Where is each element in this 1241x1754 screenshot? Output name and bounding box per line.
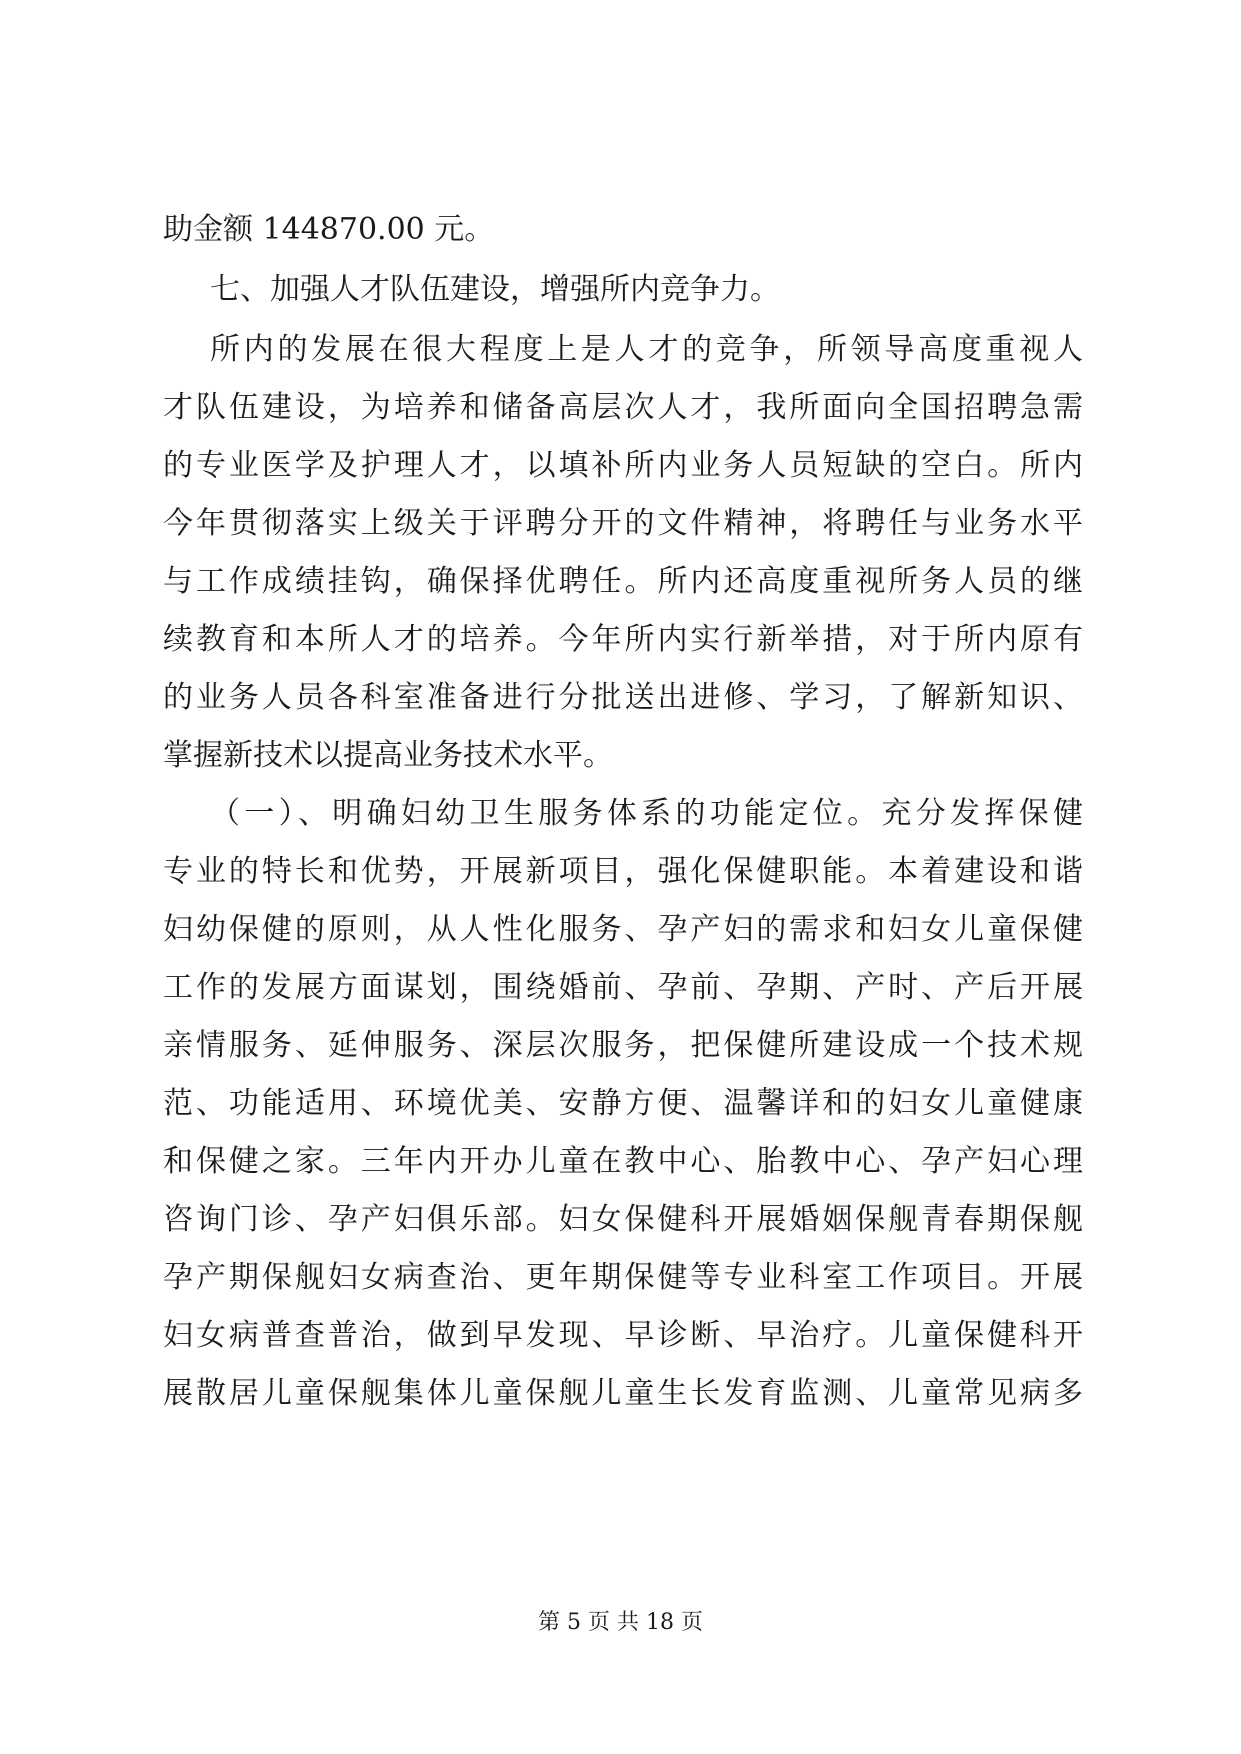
body-line: 咨询门诊、孕产妇俱乐部。妇女保健科开展婚姻保舰青春期保舰 (163, 1202, 1083, 1237)
subsection-line: （一）、明确妇幼卫生服务体系的功能定位。充分发挥保健 (210, 796, 1083, 831)
body-line: 亲情服务、延伸服务、深层次服务，把保健所建设成一个技术规 (163, 1028, 1083, 1063)
body-line: 所内的发展在很大程度上是人才的竞争，所领导高度重视人 (210, 332, 1083, 367)
body-line: 专业的特长和优势，开展新项目，强化保健职能。本着建设和谐 (163, 854, 1083, 889)
body-line: 工作的发展方面谋划，围绕婚前、孕前、孕期、产时、产后开展 (163, 970, 1083, 1005)
body-line: 范、功能适用、环境优美、安静方便、温馨详和的妇女儿童健康 (163, 1086, 1083, 1121)
body-line: 掌握新技术以提高业务技术水平。 (163, 738, 613, 773)
body-line: 的业务人员各科室准备进行分批送出进修、学习，了解新知识、 (163, 680, 1083, 715)
body-line: 今年贯彻落实上级关于评聘分开的文件精神，将聘任与业务水平 (163, 506, 1083, 541)
body-line: 妇女病普查普治，做到早发现、早诊断、早治疗。儿童保健科开 (163, 1318, 1083, 1353)
body-line: 孕产期保舰妇女病查治、更年期保健等专业科室工作项目。开展 (163, 1260, 1083, 1295)
body-line: 展散居儿童保舰集体儿童保舰儿童生长发育监测、儿童常见病多 (163, 1376, 1083, 1411)
body-line: 和保健之家。三年内开办儿童在教中心、胎教中心、孕产妇心理 (163, 1144, 1083, 1179)
body-line: 与工作成绩挂钩，确保择优聘任。所内还高度重视所务人员的继 (163, 564, 1083, 599)
body-line: 妇幼保健的原则，从人性化服务、孕产妇的需求和妇女儿童保健 (163, 912, 1083, 947)
page-number-footer: 第 5 页 共 18 页 (538, 1610, 703, 1635)
section-heading: 七、加强人才队伍建设，增强所内竞争力。 (210, 272, 780, 307)
body-line: 续教育和本所人才的培养。今年所内实行新举措，对于所内原有 (163, 622, 1083, 657)
body-line: 的专业医学及护理人才，以填补所内业务人员短缺的空白。所内 (163, 448, 1083, 483)
body-line: 助金额 144870.00 元。 (163, 212, 495, 247)
body-line: 才队伍建设，为培养和储备高层次人才，我所面向全国招聘急需 (163, 390, 1083, 425)
